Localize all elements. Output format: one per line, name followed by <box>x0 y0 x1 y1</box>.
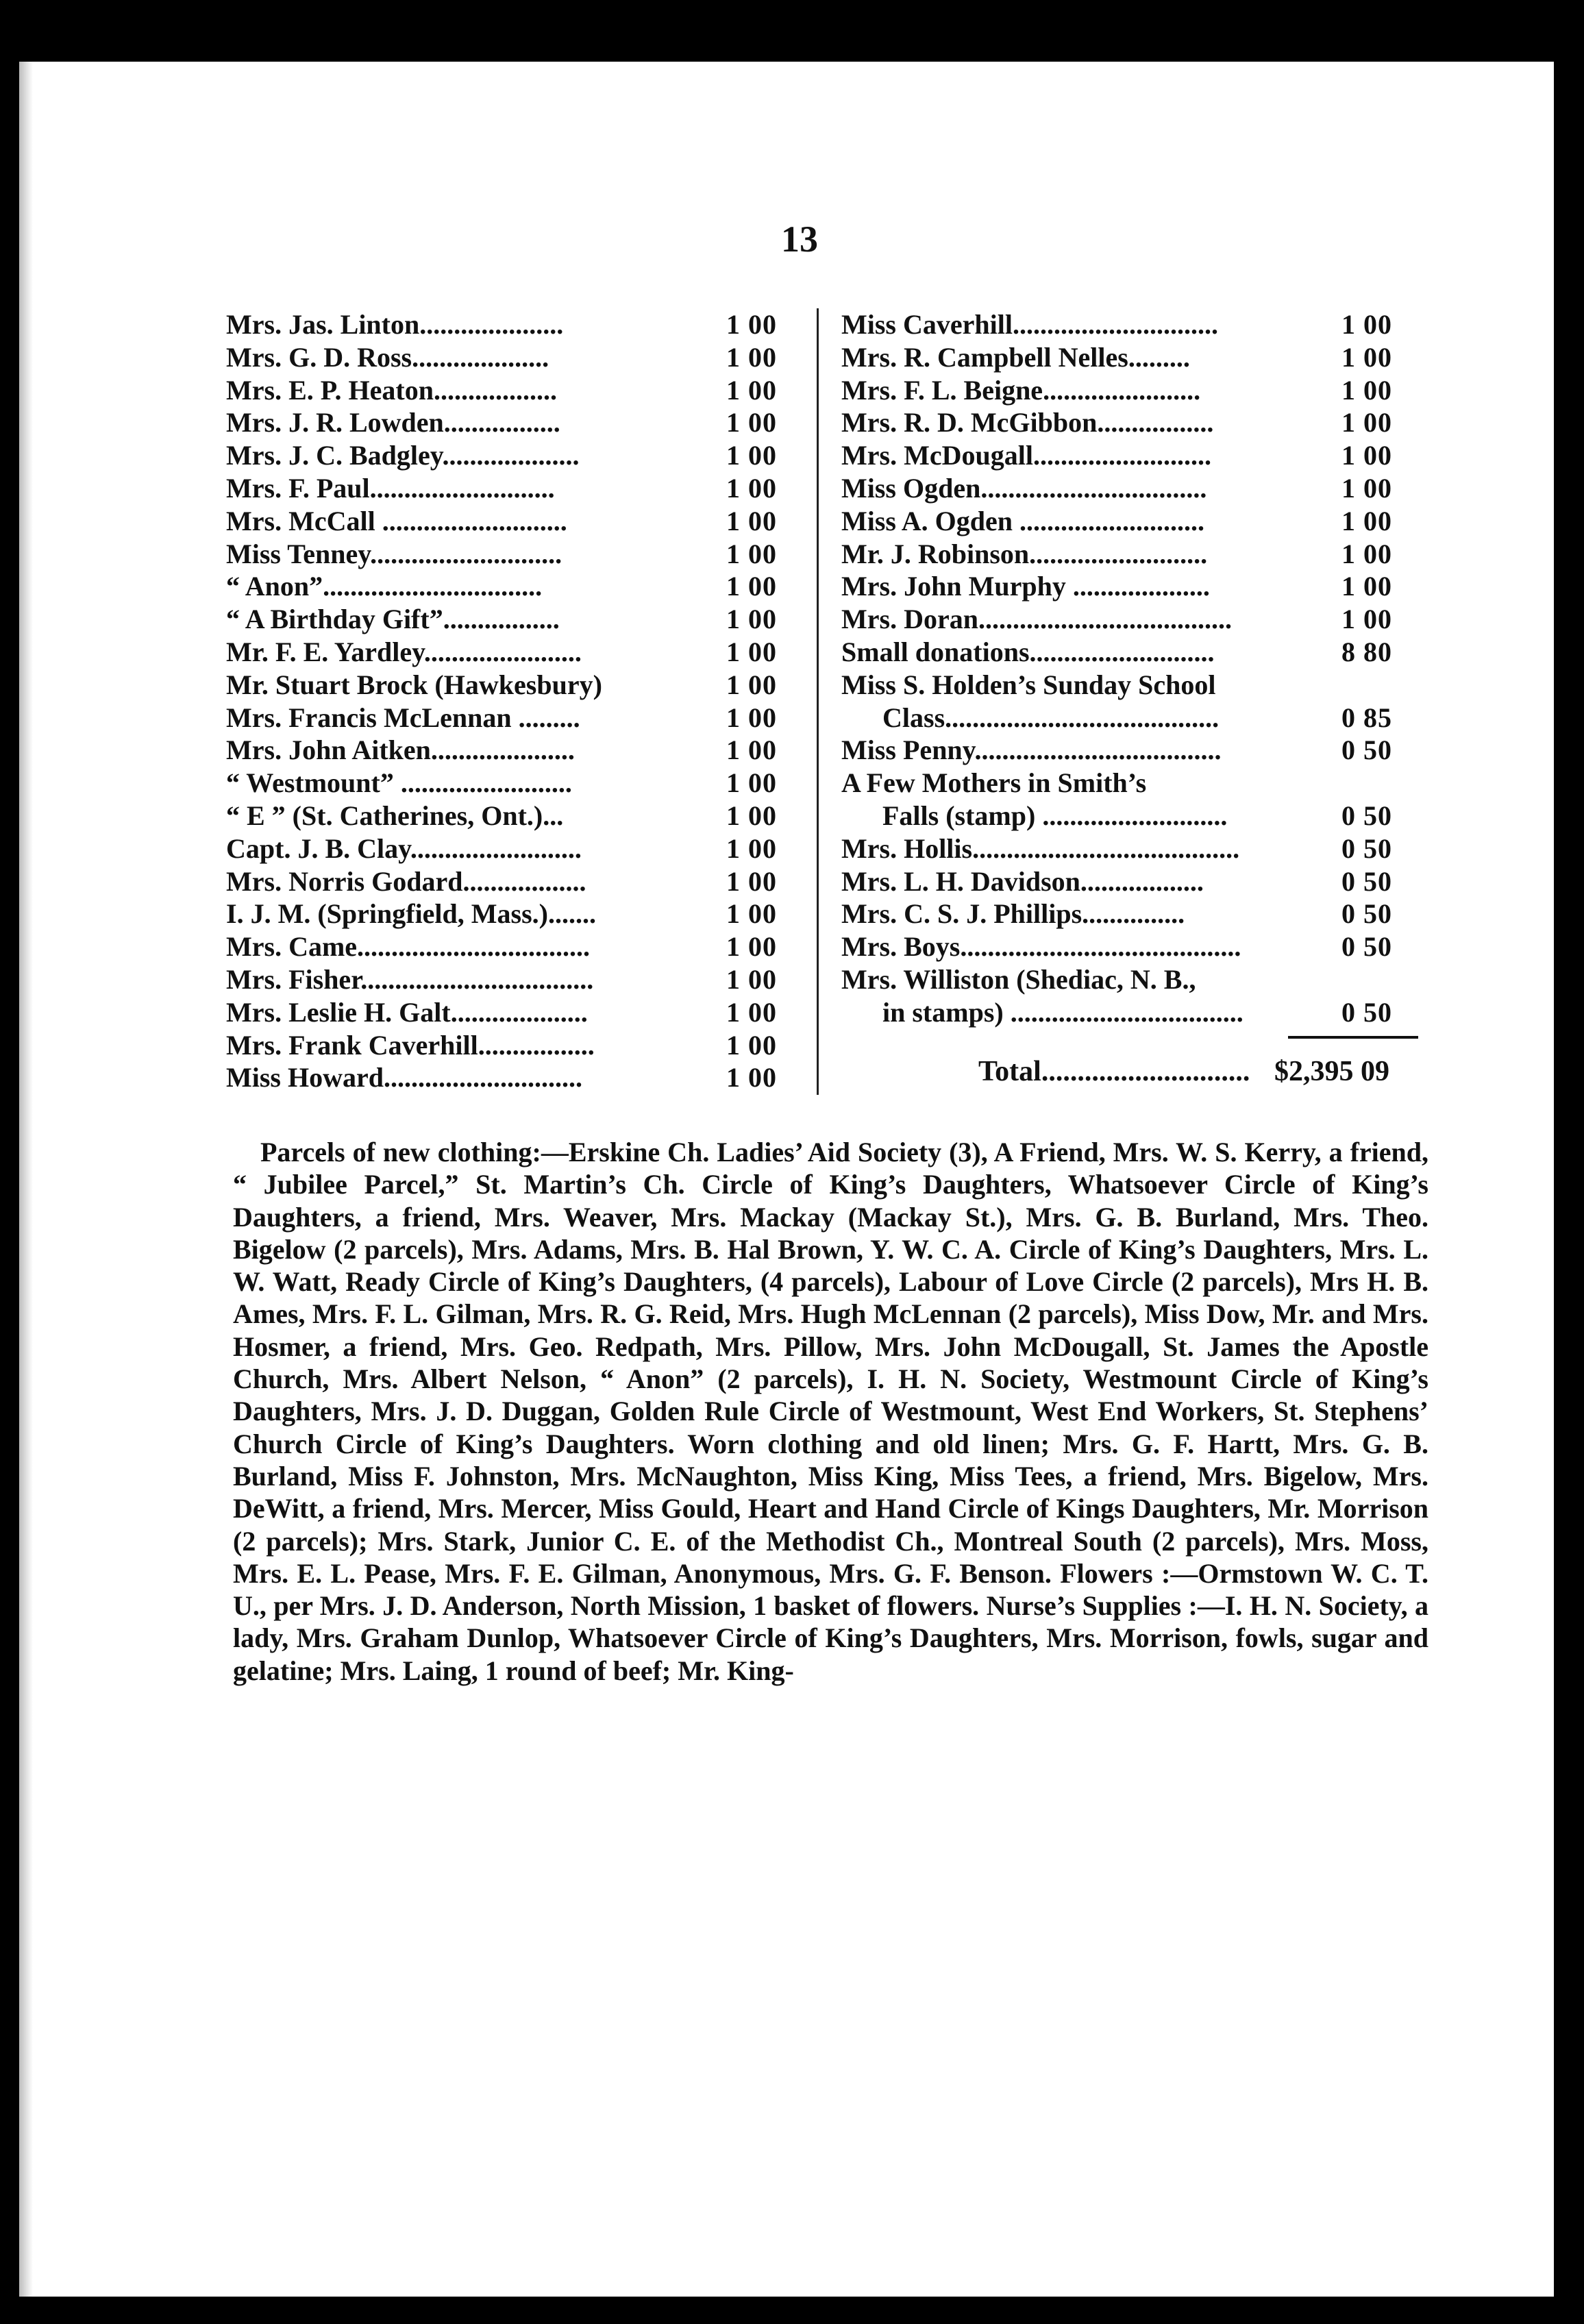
donor-name: Miss S. Holden’s Sunday School <box>841 669 1216 700</box>
donation-amount: 1 00 <box>726 341 777 373</box>
donation-row <box>841 603 1424 636</box>
donation-amount: 1 00 <box>726 538 777 569</box>
donor-name: Mrs. G. D. Ross.................... <box>226 341 549 373</box>
donation-row <box>841 767 1424 800</box>
donation-row <box>841 996 1424 1029</box>
donation-row <box>226 1029 802 1062</box>
donation-amount: 0 85 <box>1341 702 1392 733</box>
donation-amount: 1 00 <box>726 604 777 635</box>
donor-name: Miss Caverhill.............................. <box>841 309 1218 340</box>
donation-row <box>226 963 802 996</box>
donation-row <box>841 734 1424 767</box>
donor-name: “ E ” (St. Catherines, Ont.)... <box>226 800 564 831</box>
donation-row <box>226 669 802 702</box>
donation-amount: 0 50 <box>1341 832 1392 864</box>
donation-row <box>226 996 802 1029</box>
total-label: Total............................. <box>978 1056 1250 1087</box>
donation-amount: 1 00 <box>726 1029 777 1061</box>
donation-amount: 0 50 <box>1341 734 1392 766</box>
donation-amount: 1 00 <box>726 734 777 766</box>
donor-name: Mrs. F. L. Beigne....................... <box>841 374 1201 406</box>
donor-name: Falls (stamp) ........................... <box>882 800 1228 831</box>
donation-amount: 1 00 <box>726 571 777 602</box>
donation-amount: 1 00 <box>726 996 777 1028</box>
donor-name: Mrs. Frank Caverhill................. <box>226 1029 595 1061</box>
column-divider <box>817 308 819 1095</box>
donation-amount: 1 00 <box>726 636 777 667</box>
donation-row <box>841 570 1424 603</box>
donation-amount: 1 00 <box>726 963 777 995</box>
donor-name: Mr. F. E. Yardley....................... <box>226 636 582 667</box>
donation-row <box>226 505 802 538</box>
donation-amount: 1 00 <box>1341 374 1392 406</box>
donor-name: Mrs. E. P. Heaton.................. <box>226 374 557 406</box>
donation-row <box>226 702 802 734</box>
donor-name: Mrs. Boys......................................... <box>841 931 1241 963</box>
donation-row <box>226 603 802 636</box>
donor-name: Mrs. L. H. Davidson.................. <box>841 865 1204 897</box>
donor-name: Miss Howard............................. <box>226 1062 582 1093</box>
donation-amount: 1 00 <box>1341 538 1392 569</box>
donation-amount: 1 00 <box>726 702 777 733</box>
donation-amount: 1 00 <box>726 407 777 438</box>
donor-name: Mrs. Hollis....................................... <box>841 832 1240 864</box>
donor-name: Mrs. Jas. Linton..................... <box>226 309 564 340</box>
page-edge-shadow <box>19 62 33 2297</box>
donation-row <box>841 406 1424 439</box>
donation-amount: 1 00 <box>726 898 777 930</box>
donation-row <box>841 669 1424 702</box>
donation-amount: 1 00 <box>1341 309 1392 340</box>
donor-name: “ A Birthday Gift”................. <box>226 604 560 635</box>
donation-amount: 1 00 <box>1341 571 1392 602</box>
page-number: 13 <box>781 219 818 260</box>
donation-amount: 1 00 <box>1341 472 1392 504</box>
parcels-paragraph <box>233 1136 1428 1687</box>
total-rule <box>1288 1036 1418 1039</box>
donation-amount: 0 50 <box>1341 800 1392 831</box>
donor-name: Mrs. Williston (Shediac, N. B., <box>841 963 1196 995</box>
donor-name: Miss Penny.................................... <box>841 734 1222 766</box>
donation-row <box>841 538 1424 571</box>
donation-row <box>226 538 802 571</box>
donor-name: Mrs. Francis McLennan ......... <box>226 702 580 733</box>
parcels-text: Parcels of new clothing:—Erskine Ch. Ladies’ Aid Society (3), A Friend, Mrs. W. S. Kerry, a friend, “ Jubilee Parcel,” St. Martin’s Ch. Circle of King’s Daughters, Whatsoever Circle of King’s Daughters, a friend, Mrs. Weaver, Mrs. Mackay (Mackay St.), Mrs. G. B. Burland, Mrs. Theo. Bigelow (2 parcels), Mrs. Adams, Mrs. B. Hal Brown, Y. W. C. A. Circle of King’s Daughters, Mrs. L. W. Watt, Ready Circle of King’s Daughters, (4 parcels), Labour of Love Circle (2 parcels), Mrs H. B. Ames, Mrs. F. L. Gilman, Mrs. R. G. Reid, Mrs. Hugh McLennan (2 parcels), Miss Dow, Mr. and Mrs. Hosmer, a friend, Mrs. Geo. Redpath, Mrs. Pillow, Mrs. John McDougall, St. James the Apostle Church, Mrs. Albert Nelson, “ Anon” (2 parcels), I. H. N. Society, Westmount Circle of King’s Daughters, Mrs. J. D. Duggan, Golden Rule Circle of Westmount, West End Workers, St. Stephens’ Church Circle of King’s Daughters. Worn clothing and old linen; Mrs. G. F. Hartt, Mrs. G. B. Burland, Miss F. Johnston, Mrs. McNaughton, Miss King, Miss Tees, a friend, Mrs. Bigelow, Mrs. DeWitt, a friend, Mrs. Mercer, Miss Gould, Heart and Hand Circle of Kings Daughters, Mr. Morrison (2 parcels); Mrs. Stark, Junior C. E. of the Methodist Ch., Montreal South (2 parcels), Mrs. Moss, Mrs. E. L. Pease, Mrs. F. E. Gilman, Anonymous, Mrs. G. F. Benson. Flowers :—Ormstown W. C. T. U., per Mrs. J. D. Anderson, North Mission, 1 basket of flowers. Nurse’s Supplies :—I. H. N. Society, a lady, Mrs. Graham Dunlop, Whatsoever Circle of King’s Daughters, Mrs. Morrison, fowls, sugar and gelatine; Mrs. Laing, 1 round of beef; Mr. King- <box>233 1137 1428 1686</box>
donor-name: Mrs. Came.................................. <box>226 931 591 963</box>
donation-amount: 1 00 <box>1341 505 1392 536</box>
donation-row <box>226 734 802 767</box>
donation-row <box>841 472 1424 505</box>
donor-name: Mrs. McCall ........................... <box>226 505 567 536</box>
donor-name: “ Westmount” ......................... <box>226 767 572 799</box>
donation-row <box>226 930 802 963</box>
donor-name: Mrs. C. S. J. Phillips............... <box>841 898 1185 930</box>
donor-name: Capt. J. B. Clay......................... <box>226 832 582 864</box>
donation-row <box>226 800 802 832</box>
donor-name: Mrs. J. R. Lowden................. <box>226 407 560 438</box>
donor-name: Mr. J. Robinson.......................... <box>841 538 1208 569</box>
donor-name: “ Anon”................................ <box>226 571 543 602</box>
donation-row <box>226 767 802 800</box>
donor-name: Mrs. John Aitken..................... <box>226 734 575 766</box>
donation-row <box>226 472 802 505</box>
donor-name: Miss Ogden................................. <box>841 472 1207 504</box>
donor-name: Class........................................ <box>882 702 1220 733</box>
donor-name: in stamps) .................................. <box>882 996 1243 1028</box>
donation-amount: 1 00 <box>726 374 777 406</box>
donor-name: Mrs. Leslie H. Galt.................... <box>226 996 588 1028</box>
donation-row <box>226 406 802 439</box>
donation-row <box>841 832 1424 865</box>
donation-amount: 1 00 <box>726 931 777 963</box>
donation-amount: 1 00 <box>726 440 777 471</box>
donation-row <box>841 963 1424 996</box>
donation-amount: 1 00 <box>726 505 777 536</box>
donation-row <box>841 702 1424 734</box>
donations-right-column <box>841 308 1424 1029</box>
donation-amount: 8 80 <box>1341 636 1392 667</box>
donation-amount: 1 00 <box>1341 407 1392 438</box>
donation-row <box>841 308 1424 341</box>
donation-amount: 1 00 <box>726 669 777 700</box>
donor-name: Mrs. F. Paul........................... <box>226 472 555 504</box>
donation-row <box>226 308 802 341</box>
donation-row <box>226 898 802 930</box>
donation-amount: 0 50 <box>1341 931 1392 963</box>
donor-name: Mrs. R. Campbell Nelles......... <box>841 341 1190 373</box>
donation-row <box>841 930 1424 963</box>
donation-row <box>841 341 1424 374</box>
donor-name: Mrs. Norris Godard.................. <box>226 865 586 897</box>
donation-row <box>841 865 1424 898</box>
donation-amount: 1 00 <box>1341 604 1392 635</box>
donation-row <box>841 374 1424 407</box>
donation-row <box>226 374 802 407</box>
donor-name: I. J. M. (Springfield, Mass.)....... <box>226 898 596 930</box>
donor-name: Small donations........................... <box>841 636 1215 667</box>
donation-row <box>841 800 1424 832</box>
donation-amount: 1 00 <box>1341 440 1392 471</box>
donor-name: Miss A. Ogden ........................... <box>841 505 1205 536</box>
donation-amount: 1 00 <box>726 1062 777 1093</box>
donation-amount: 0 50 <box>1341 898 1392 930</box>
donor-name: Mr. Stuart Brock (Hawkesbury) <box>226 669 602 700</box>
donor-name: Miss Tenney............................ <box>226 538 562 569</box>
donation-amount: 1 00 <box>726 832 777 864</box>
donor-name: Mrs. McDougall.......................... <box>841 440 1211 471</box>
donation-row <box>226 865 802 898</box>
donor-name: Mrs. Doran..................................... <box>841 604 1232 635</box>
donor-name: Mrs. R. D. McGibbon................. <box>841 407 1214 438</box>
donation-row <box>226 1061 802 1094</box>
donation-row <box>841 898 1424 930</box>
donation-row <box>226 636 802 669</box>
donor-name: Mrs. J. C. Badgley.................... <box>226 440 580 471</box>
total-amount: $2,395 09 <box>1274 1056 1389 1087</box>
donation-amount: 1 00 <box>1341 341 1392 373</box>
donation-amount: 1 00 <box>726 472 777 504</box>
donation-amount: 1 00 <box>726 309 777 340</box>
donation-row <box>841 505 1424 538</box>
donation-amount: 0 50 <box>1341 865 1392 897</box>
donation-row <box>226 570 802 603</box>
donation-row <box>226 439 802 472</box>
donations-left-column <box>226 308 802 1094</box>
donation-amount: 1 00 <box>726 865 777 897</box>
donation-row <box>226 341 802 374</box>
donation-row <box>841 439 1424 472</box>
donation-row <box>226 832 802 865</box>
donation-amount: 1 00 <box>726 767 777 799</box>
donation-amount: 1 00 <box>726 800 777 831</box>
donor-name: Mrs. John Murphy .................... <box>841 571 1210 602</box>
donation-row <box>841 636 1424 669</box>
donation-amount: 0 50 <box>1341 996 1392 1028</box>
donor-name: A Few Mothers in Smith’s <box>841 767 1147 799</box>
donor-name: Mrs. Fisher.................................. <box>226 963 594 995</box>
